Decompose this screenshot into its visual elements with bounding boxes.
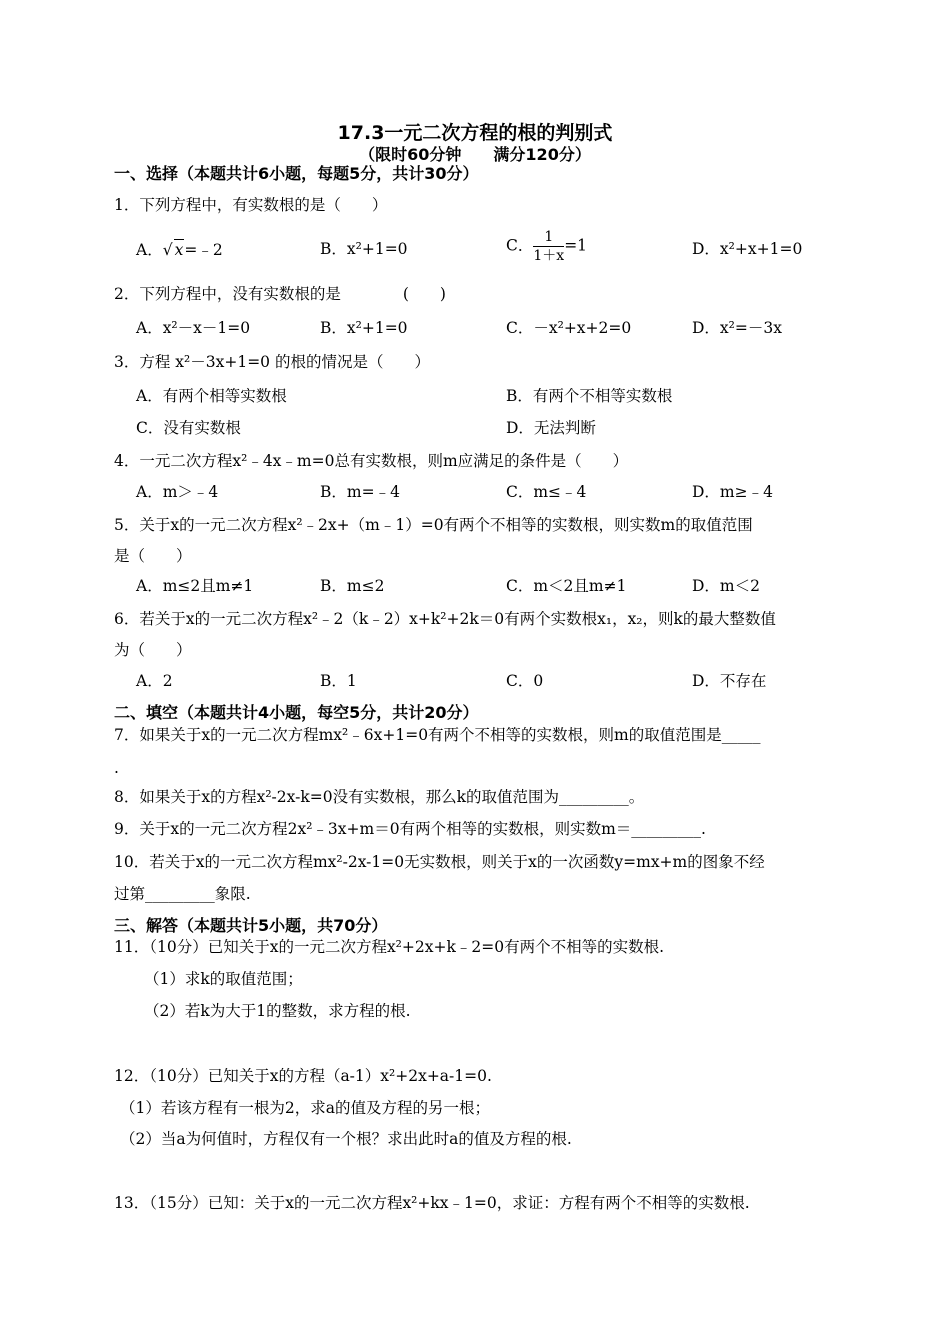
q3-option-a: A．有两个相等实数根	[136, 387, 287, 405]
q1-option-d: D．x²+x+1=0	[692, 240, 803, 258]
section-heading-answer: 三、解答（本题共计5小题，共70分）	[114, 916, 388, 935]
q5-stem-line1: 5．关于x的一元二次方程x²﹣2x+（m﹣1）=0有两个不相等的实数根，则实数m的取值范围	[114, 516, 753, 534]
q5-stem-line2: 是（ ）	[114, 547, 192, 565]
q2-option-d: D．x²=－3x	[692, 319, 782, 337]
q6-option-b: B．1	[320, 672, 357, 690]
q6-option-a: A．2	[136, 672, 173, 690]
q5-option-d: D．m＜2	[692, 577, 760, 595]
q1-option-c	[506, 228, 587, 265]
sqrt-radicand: x	[174, 241, 184, 259]
q1-option-a-rest: =﹣2	[184, 241, 223, 259]
fraction	[533, 228, 564, 265]
sqrt-icon: √	[162, 241, 173, 259]
q3-option-c: C．没有实数根	[136, 419, 241, 437]
q1-option-a-label: A．	[136, 241, 163, 259]
q6-stem-line1: 6．若关于x的一元二次方程x²﹣2（k﹣2）x+k²+2k＝0有两个实数根x₁，x₂，则k的最大整数值	[114, 610, 776, 628]
q1-option-b: B．x²+1=0	[320, 240, 408, 258]
q1-stem: 1．下列方程中，有实数根的是（ ）	[114, 196, 388, 214]
fraction-denominator: 1＋x	[533, 248, 565, 264]
q10-line2: 过第_________象限.	[114, 885, 251, 903]
q1-option-a	[136, 239, 223, 260]
q7-line2: .	[114, 759, 119, 777]
q12-stem: 12．（10分）已知关于x的方程（a-1）x²+2x+a-1=0.	[114, 1067, 492, 1085]
q4-option-c: C．m≤﹣4	[506, 483, 587, 501]
q1-option-c-label: C．	[506, 236, 534, 255]
fraction-numerator: 1	[533, 228, 564, 247]
q6-stem-line2: 为（ ）	[114, 641, 192, 659]
q5-option-c: C．m＜2且m≠1	[506, 577, 627, 595]
page-subtitle: （限时60分钟 满分120分）	[359, 145, 591, 164]
q3-option-d: D．无法判断	[506, 419, 596, 437]
q8: 8．如果关于x的方程x²-2x-k=0没有实数根，那么k的取值范围为_________。	[114, 788, 645, 806]
q4-option-b: B．m=﹣4	[320, 483, 400, 501]
q10-line1: 10．若关于x的一元二次方程mx²-2x-1=0无实数根，则关于x的一次函数y=mx+m的图象不经	[114, 853, 765, 871]
q9: 9．关于x的一元二次方程2x²﹣3x+m＝0有两个相等的实数根，则实数m＝_________.	[114, 820, 706, 838]
q4-stem: 4．一元二次方程x²﹣4x﹣m=0总有实数根，则m应满足的条件是（ ）	[114, 452, 629, 470]
q12-part2: （2）当a为何值时，方程仅有一个根？求出此时a的值及方程的根.	[120, 1130, 572, 1148]
q6-option-d: D．不存在	[692, 672, 767, 690]
q1-option-c-rest: =1	[564, 236, 588, 255]
q4-option-a: A．m＞﹣4	[136, 483, 219, 501]
q3-stem: 3．方程 x²－3x+1=0 的根的情况是（ ）	[114, 353, 430, 371]
q2-option-a: A．x²－x－1=0	[136, 319, 251, 337]
q5-option-b: B．m≤2	[320, 577, 385, 595]
q12-part1: （1）若该方程有一根为2，求a的值及方程的另一根；	[120, 1099, 490, 1117]
q2-stem: 2．下列方程中，没有实数根的是 ( )	[114, 285, 446, 303]
q11-stem: 11．（10分）已知关于x的一元二次方程x²+2x+k﹣2=0有两个不相等的实数根.	[114, 938, 665, 956]
q11-part1: （1）求k的取值范围；	[144, 970, 303, 988]
page-title: 17.3一元二次方程的根的判别式	[337, 122, 613, 144]
q13: 13．（15分）已知：关于x的一元二次方程x²+kx﹣1=0，求证：方程有两个不相等的实数根.	[114, 1194, 750, 1212]
q3-option-b: B．有两个不相等实数根	[506, 387, 673, 405]
q2-option-c: C．－x²+x+2=0	[506, 319, 632, 337]
q5-option-a: A．m≤2且m≠1	[136, 577, 254, 595]
q7-line1: 7．如果关于x的一元二次方程mx²﹣6x+1=0有两个不相等的实数根，则m的取值范围是_____	[114, 726, 761, 744]
q6-option-c: C．0	[506, 672, 544, 690]
q4-option-d: D．m≥﹣4	[692, 483, 773, 501]
section-heading-fill: 二、填空（本题共计4小题，每空5分，共计20分）	[114, 703, 479, 722]
section-heading-choice: 一、选择（本题共计6小题，每题5分，共计30分）	[114, 164, 479, 183]
q11-part2: （2）若k为大于1的整数，求方程的根.	[144, 1002, 411, 1020]
q2-option-b: B．x²+1=0	[320, 319, 408, 337]
